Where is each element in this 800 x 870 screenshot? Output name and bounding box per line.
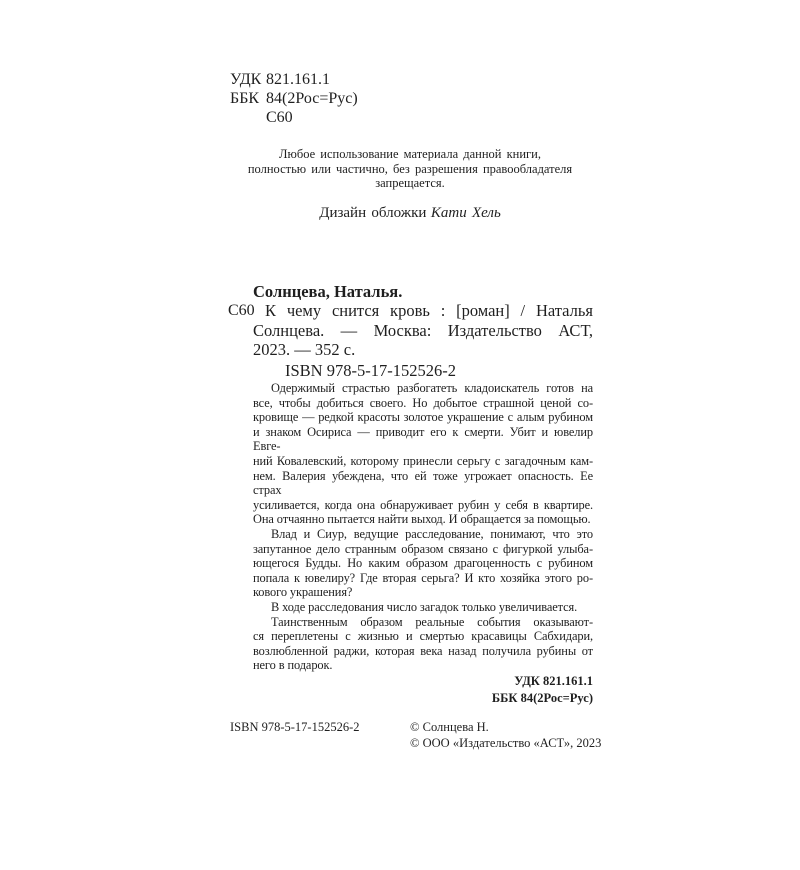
book-imprint-page	[0, 70, 800, 870]
footer	[230, 719, 800, 752]
catalog-card-line: К чему снится кровь : [роман] / Наталья	[265, 301, 593, 320]
annotation-line: возлюбленной раджи, которая века назад получила рубины от	[253, 643, 593, 658]
annotation-line: Она отчаянно пытается найти выход. И обращается за помощью.	[253, 512, 591, 527]
bbk-value: 84(2Рос=Рус)	[266, 90, 358, 107]
catalog-card-line: Солнцева. — Москва: Издательство АСТ,	[253, 320, 593, 340]
udk-value: 821.161.1	[266, 71, 330, 88]
annotation-line: запутанное дело странным образом связано с фигуркой улыба-	[253, 541, 593, 556]
classification-codes-top	[230, 70, 800, 127]
rights-notice-line: полностью или частично, без разрешения правообладателя	[247, 161, 573, 176]
annotation-line: Таинственным образом реальные события оказывают-	[271, 614, 593, 629]
annotation-line: кровище — редкой красоты золотое украшение с алым рубином	[253, 410, 593, 425]
author-sign-row	[230, 108, 800, 127]
copyright-lines	[410, 719, 601, 752]
udk-bottom: УДК 821.161.1	[514, 673, 593, 688]
annotation-line: него в подарок.	[253, 658, 333, 673]
annotation-line: ний Ковалевский, которому принесли серьгу с загадочным кам-	[253, 453, 593, 468]
author-heading: Солнцева, Наталья.	[253, 281, 403, 301]
author-sign-spacer	[230, 108, 266, 127]
catalog-card-line: 2023. — 352 с.	[253, 340, 356, 359]
annotation-line: попала к ювелиру? Где вторая серьга? И кто хозяйка этого ро-	[253, 570, 593, 585]
bbk-bottom: ББК 84(2Рос=Рус)	[491, 690, 593, 705]
annotation-line: ся переплетены с жизнью и смертью красавицы Сабхидари,	[253, 629, 593, 644]
annotation-line: все, чтобы добиться своего. Но добытое страшной ценой со-	[253, 395, 593, 410]
isbn-line: ISBN 978-5-17-152526-2	[285, 360, 456, 380]
bbk-row	[230, 89, 800, 108]
rights-notice	[230, 147, 590, 191]
author-sign-margin: С60	[228, 302, 255, 319]
annotation-line: В ходе расследования число загадок только увеличивается.	[271, 599, 578, 614]
classification-codes-bottom	[253, 673, 593, 707]
annotation-line: ющегося Будды. Но каким образом драгоценность с рубином	[253, 556, 593, 571]
rights-notice-line: запрещается.	[375, 176, 445, 190]
catalog-card-lines	[253, 301, 593, 360]
bbk-label: ББК	[230, 90, 260, 107]
annotation-line: кового украшения?	[253, 585, 353, 600]
annotation	[253, 381, 593, 673]
copyright-line: © ООО «Издательство «АСТ», 2023	[410, 736, 602, 751]
cover-design-credit	[230, 205, 590, 222]
udk-label: УДК	[230, 71, 262, 88]
udk-row	[230, 70, 800, 89]
annotation-line: Одержимый страстью разбогатеть кладоискатель готов на	[271, 381, 593, 395]
copyright-line: © Солнцева Н.	[410, 719, 489, 734]
annotation-line: и знаком Осириса — приводит его к смерти. Убит и ювелир Евге-	[253, 424, 593, 454]
cover-design-prefix: Дизайн обложки	[319, 204, 427, 221]
cover-designer-name: Кати Хель	[430, 204, 501, 221]
rights-notice-line: Любое использование материала данной книги,	[279, 147, 541, 161]
annotation-line: усиливается, когда она обнаруживает рубин у себя в квартире.	[253, 497, 593, 512]
author-sign-top: С60	[266, 109, 293, 126]
annotation-line: нем. Валерия убеждена, что ей тоже угрожает опасность. Ее страх	[253, 468, 593, 498]
footer-isbn: ISBN 978-5-17-152526-2	[230, 719, 360, 734]
annotation-line: Влад и Сиур, ведущие расследование, понимают, что это	[271, 526, 593, 541]
catalog-card	[228, 281, 593, 381]
